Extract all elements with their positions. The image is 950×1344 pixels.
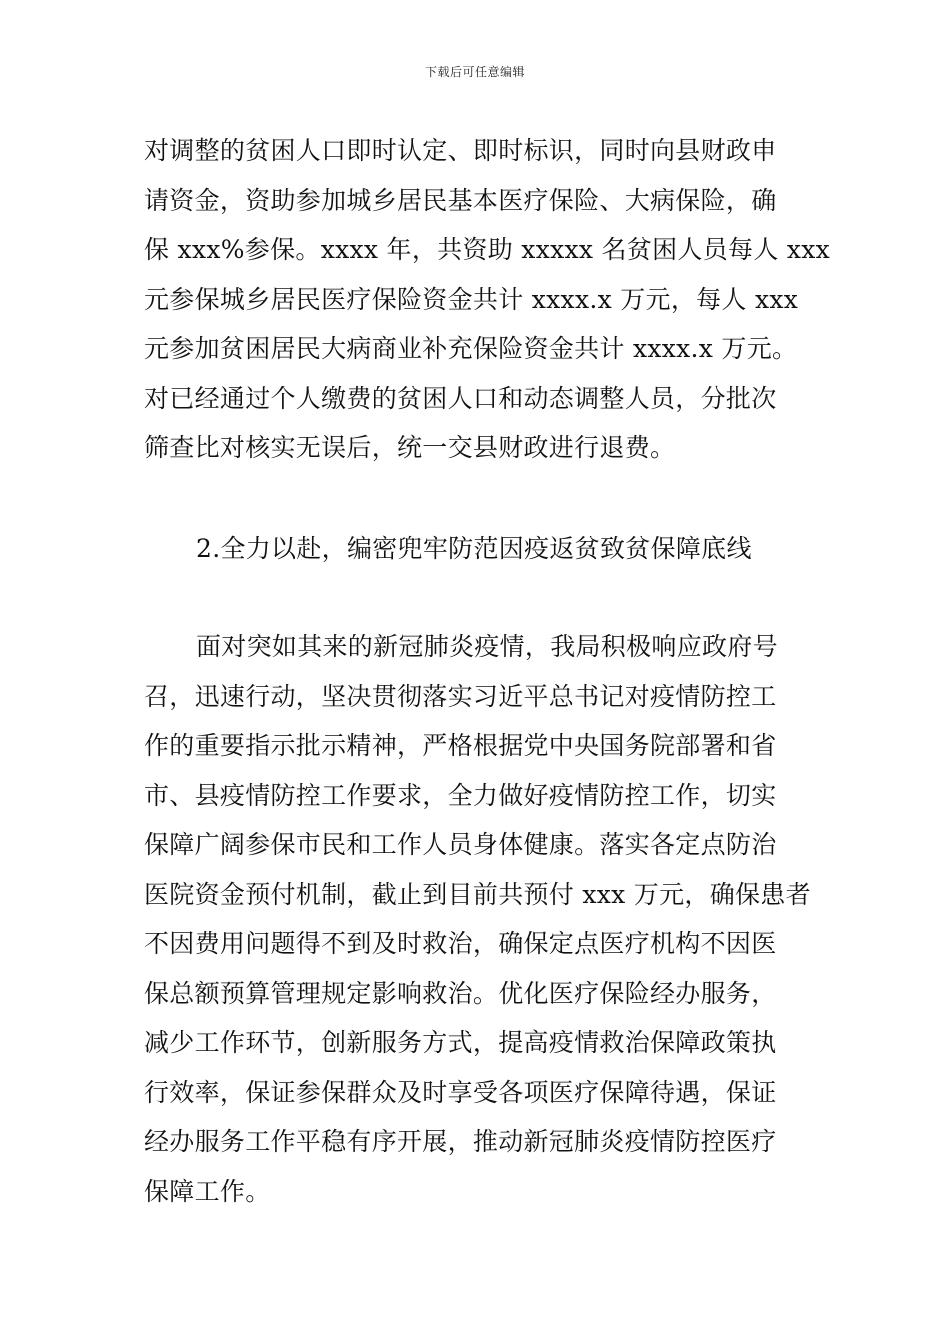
paragraph-line: 请资金，资助参加城乡居民基本医疗保险、大病保险，确 — [144, 185, 777, 215]
paragraph-line: 不因费用问题得不到及时救治，确保定点医疗机构不因医 — [144, 929, 777, 958]
paragraph-line: 面对突如其来的新冠肺炎疫情，我局积极响应政府号 — [196, 632, 778, 661]
page-header-note: 下载后可任意编辑 — [424, 65, 525, 79]
paragraph-line: 筛查比对核实无误后，统一交县财政进行退费。 — [144, 433, 676, 462]
paragraph-line: 元参保城乡居民医疗保险资金共计 xxxx.x 万元，每人 xxx — [144, 284, 799, 314]
paragraph-line: 经办服务工作平稳有序开展，推动新冠肺炎疫情防控医疗 — [144, 1127, 777, 1156]
paragraph-line: 对调整的贫困人口即时认定、即时标识，同时向县财政申 — [144, 136, 777, 165]
paragraph-line: 保障广阔参保市民和工作人员身体健康。落实各定点防治 — [144, 830, 777, 859]
section-heading-text: 2.全力以赴，编密兜牢防范因疫返贫致贫保障底线 — [196, 534, 752, 563]
paragraph-line: 保总额预算管理规定影响救治。优化医疗保险经办服务， — [144, 978, 777, 1008]
paragraph-line: 保 xxx%参保。xxxx 年，共资助 xxxxx 名贫困人员每人 xxx — [144, 235, 831, 264]
paragraph-line: 保障工作。 — [144, 1176, 271, 1206]
paragraph-line: 召，迅速行动，坚决贯彻落实习近平总书记对疫情防控工 — [144, 681, 777, 711]
paragraph-line: 行效率，保证参保群众及时享受各项医疗保障待遇，保证 — [144, 1077, 777, 1107]
paragraph-1 — [144, 126, 831, 473]
paragraph-line: 减少工作环节，创新服务方式，提高疫情救治保障政策执 — [144, 1028, 777, 1057]
paragraph-2 — [144, 622, 824, 1216]
paragraph-line: 医院资金预付机制，截止到目前共预付 xxx 万元，确保患者 — [144, 879, 811, 909]
paragraph-line: 作的重要指示批示精神，严格根据党中央国务院部署和省 — [144, 731, 777, 760]
paragraph-line: 市、县疫情防控工作要求，全力做好疫情防控工作，切实 — [144, 780, 777, 810]
section-heading — [196, 524, 876, 574]
paragraph-line: 对已经通过个人缴费的贫困人口和动态调整人员，分批次 — [144, 383, 777, 413]
paragraph-line: 元参加贫困居民大病商业补充保险资金共计 xxxx.x 万元。 — [144, 334, 798, 363]
